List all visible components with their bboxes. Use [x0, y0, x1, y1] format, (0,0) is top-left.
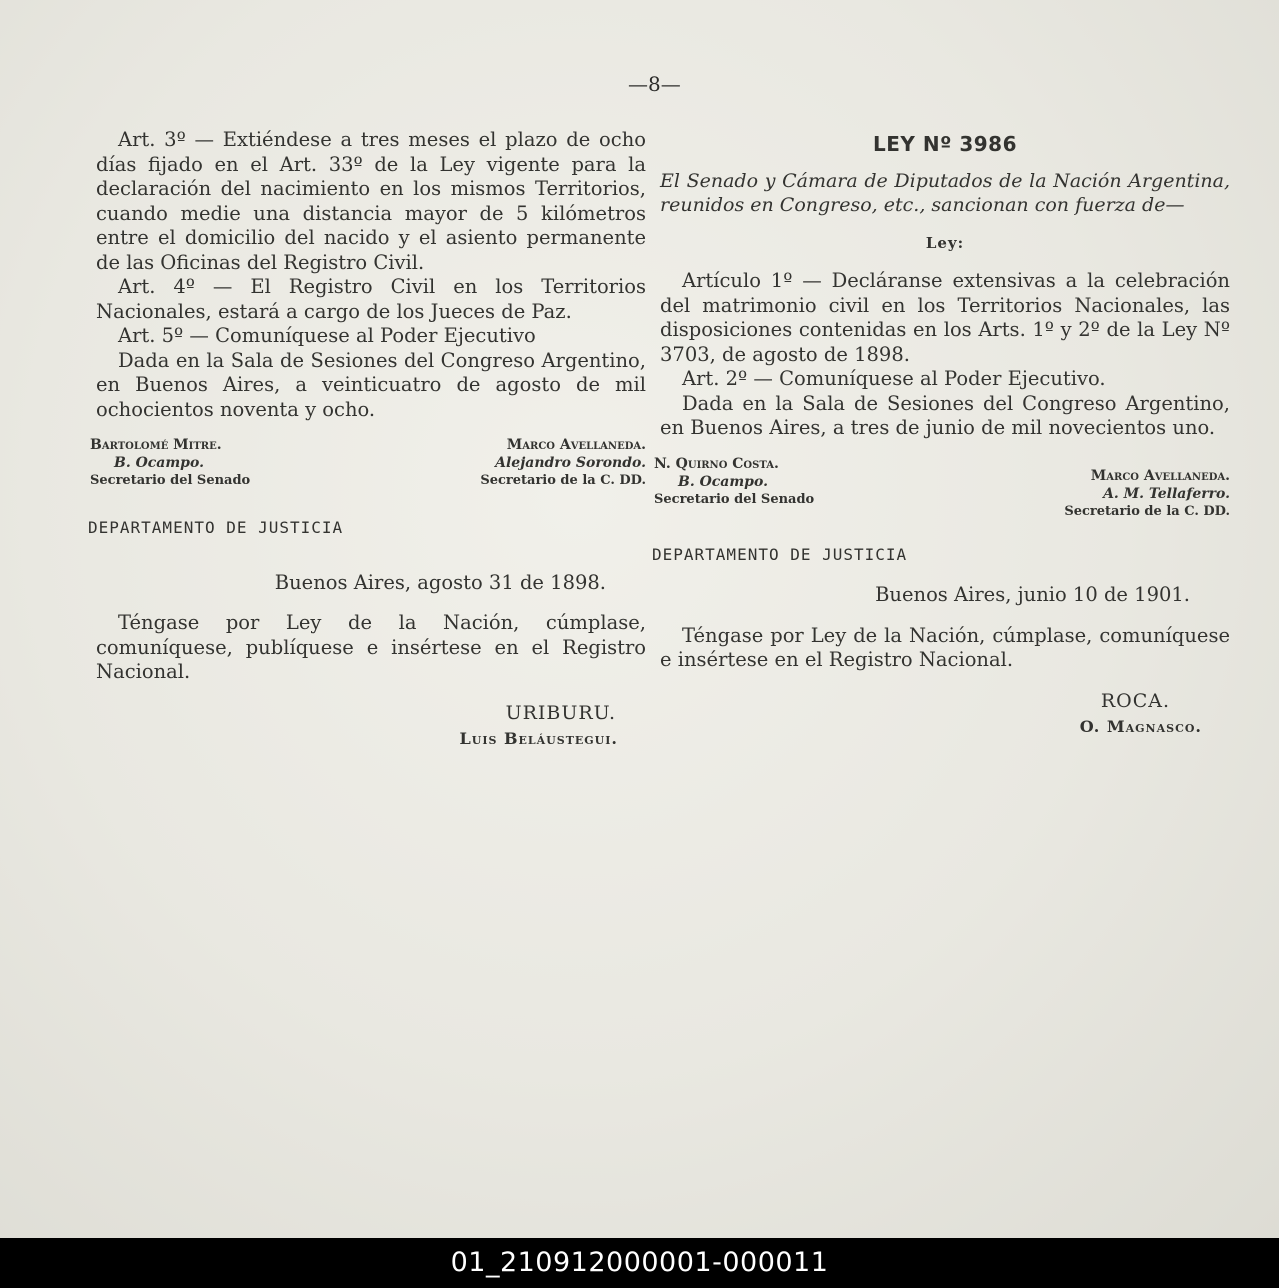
- department-heading: DEPARTAMENTO DE JUSTICIA: [652, 544, 908, 564]
- right-column: [652, 132, 1230, 749]
- enactment-clause: Dada en la Sala de Sesiones del Congreso Argentino, en Buenos Aires, a veinticuatro de agosto de mil ochocientos noventa y ocho.: [96, 348, 646, 421]
- article-1: Artículo 1º — Decláranse extensivas a la celebración del matrimonio civil en los Territorios Nacionales, las disposiciones contenidas en los Arts. 1º y 2º de la Ley Nº 3703, de agosto de 1898.: [660, 269, 1230, 366]
- promulgation-date: Buenos Aires, junio 10 de 1901.: [875, 583, 1190, 606]
- signatory-name: Marco Avellaneda.: [1090, 467, 1230, 484]
- minister-signature: O. Magnasco.: [1079, 716, 1202, 736]
- president-signature: ROCA.: [1100, 689, 1170, 712]
- executive-signatures: [660, 689, 1230, 749]
- enactment-clause: Dada en la Sala de Sesiones del Congreso Argentino, en Buenos Aires, a tres de junio de mil novecientos uno.: [660, 391, 1230, 439]
- minister-signature: Luis Beláustegui.: [459, 728, 618, 748]
- executive-signatures: [96, 701, 646, 761]
- department-heading: DEPARTAMENTO DE JUSTICIA: [88, 518, 344, 537]
- signatures-block: [90, 436, 646, 512]
- article-4: Art. 4º — El Registro Civil en los Territorios Nacionales, estará a cargo de los Jueces de Paz.: [96, 275, 646, 323]
- page-number: —8—: [628, 72, 681, 96]
- secretary-title: Secretario de la C. DD.: [1064, 503, 1230, 519]
- article-2: Art. 2º — Comuníquese al Poder Ejecutivo.: [682, 367, 1106, 390]
- signatory-name: Marco Avellaneda.: [506, 437, 646, 453]
- signatures-block: [654, 455, 1230, 531]
- law-preamble: El Senado y Cámara de Diputados de la Nación Argentina, reunidos en Congreso, etc., sancionan con fuerza de—: [660, 169, 1230, 216]
- senate-signature: [90, 436, 250, 490]
- article-3: Art. 3º — Extiéndese a tres meses el plazo de ocho días fijado en el Art. 33º de la Ley vigente para la declaración del nacimiento en los mismos Territorios, cuando medie una distancia mayor de 5 kilómetros entre el domicilio del nacido y el asiento permanente de las Oficinas del Registro Civil.: [96, 128, 646, 274]
- secretary-name: A. M. Tellaferro.: [1103, 485, 1230, 502]
- ley-heading: Ley:: [925, 233, 965, 252]
- article-5: Art. 5º — Comuníquese al Poder Ejecutivo: [118, 324, 536, 347]
- signatory-name: N. Quirno Costa.: [654, 455, 779, 472]
- secretary-name: B. Ocampo.: [114, 455, 204, 471]
- secretary-title: Secretario de la C. DD.: [480, 473, 646, 488]
- signatory-name: Bartolomé Mitre.: [90, 437, 222, 453]
- secretary-name: Alejandro Sorondo.: [495, 455, 646, 471]
- left-column: [88, 128, 646, 761]
- secretary-title: Secretario del Senado: [654, 491, 815, 507]
- law-title: LEY Nº 3986: [873, 132, 1017, 156]
- promulgation-text: Téngase por Ley de la Nación, cúmplase, comuníquese, publíquese e insértese en el Registro Nacional.: [96, 611, 646, 683]
- scan-id-bar: 01_210912000001-000011: [0, 1238, 1279, 1288]
- chamber-signature: [1064, 467, 1230, 521]
- promulgation-text: Téngase por Ley de la Nación, cúmplase, comuníquese e insértese en el Registro Nacional.: [660, 623, 1230, 671]
- senate-signature: [654, 455, 814, 509]
- president-signature: URIBURU.: [505, 701, 616, 724]
- secretary-name: B. Ocampo.: [678, 473, 768, 490]
- promulgation-date: Buenos Aires, agosto 31 de 1898.: [274, 570, 606, 594]
- secretary-title: Secretario del Senado: [90, 473, 251, 488]
- chamber-signature: [471, 436, 646, 490]
